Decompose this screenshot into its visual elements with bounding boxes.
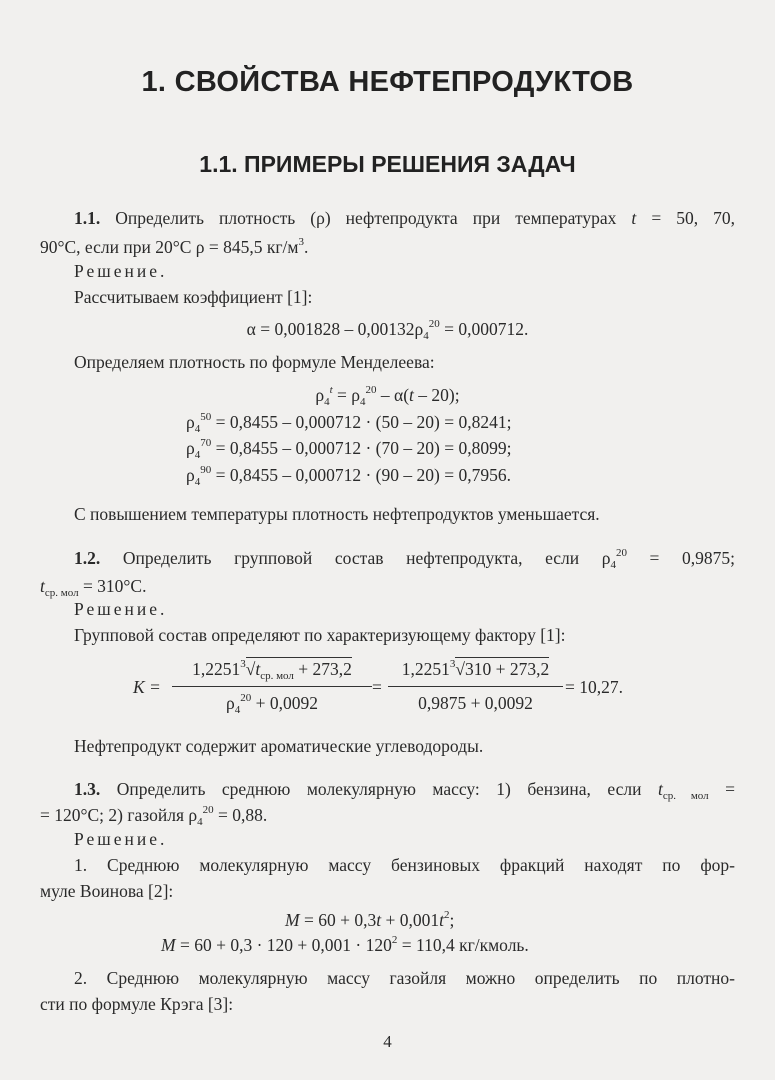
- calc-line-70: [186, 437, 511, 459]
- problem-3-number: 1.3.: [74, 779, 101, 799]
- var-t: t: [657, 779, 663, 799]
- text: = ρ: [332, 385, 361, 405]
- var-M: M: [285, 910, 300, 930]
- problem-1-step2: Определяем плотность по формуле Менделеева:: [74, 352, 435, 372]
- var-t: t: [255, 659, 261, 679]
- radicand: $√t_{ср. мол} + 273,2$: [245, 659, 352, 682]
- sub: 4: [610, 559, 616, 571]
- fraction-1-bar: [172, 686, 372, 687]
- fraction-2-numerator: [388, 658, 563, 680]
- problem-3-text: Определить среднюю молекулярную массу: 1) бензина, если: [100, 779, 658, 799]
- formula-alpha-b: = 0,000712.: [439, 319, 529, 339]
- sub: 4: [194, 449, 201, 461]
- problem-1-statement-line2: [40, 236, 308, 258]
- sub: ср. мол: [260, 670, 294, 682]
- sub: 4: [360, 396, 366, 408]
- sup: 20: [615, 547, 627, 559]
- calc-line-50: [186, 411, 511, 433]
- problem-2-solution-label: Решение.: [74, 599, 168, 619]
- problem-2-conclusion: Нефтепродукт содержит ароматические углеводороды.: [74, 736, 484, 756]
- problem-1-text: Определить плотность (ρ) нефтепродукта при температурах: [100, 208, 632, 228]
- period: .: [303, 237, 309, 257]
- root-index: 3: [449, 658, 456, 670]
- sub: ср. мол: [44, 587, 79, 599]
- var-K: K =: [133, 677, 161, 697]
- problem-1-statement-line1: [40, 207, 735, 229]
- sup: 20: [202, 804, 214, 816]
- fraction-1: [172, 658, 372, 720]
- var-t: t: [376, 910, 382, 930]
- formula-alpha-sup: 20: [428, 318, 440, 330]
- calc-text: = 0,8455 – 0,000712 · (90 – 20) = 0,7956.: [211, 465, 511, 485]
- rho: ρ: [186, 438, 195, 458]
- sup: t: [329, 384, 333, 396]
- sup: 20: [365, 384, 377, 396]
- formula-K-result: = 10,27.: [565, 677, 623, 697]
- rho: ρ: [186, 465, 195, 485]
- text: = 60 + 0,3 · 120 + 0,001 · 120: [175, 935, 392, 955]
- equals-sign: =: [372, 677, 382, 697]
- problem-3-para2-line2: сти по формуле Крэга [3]:: [40, 994, 234, 1014]
- text: + 0,0092: [251, 693, 318, 713]
- var-t: t: [631, 208, 637, 228]
- var-t: t: [40, 576, 45, 596]
- rho: ρ: [315, 385, 325, 405]
- fraction-2: [388, 658, 563, 720]
- problem-3-para2-line1: 2. Среднюю молекулярную массу газойля можно определить по плотно-: [74, 968, 735, 988]
- fraction-2-denominator: 0,9875 + 0,0092: [418, 693, 533, 713]
- root-index: 3: [240, 658, 246, 670]
- formula-voinov-calc: [161, 934, 529, 956]
- text: = 0,88.: [213, 805, 268, 825]
- var-t: t: [409, 385, 414, 405]
- text: = 120°С; 2) газойля ρ: [40, 805, 198, 825]
- coef: 1,2251: [192, 659, 241, 679]
- text: – 20);: [413, 385, 460, 405]
- sup: 70: [200, 437, 212, 449]
- text: = 60 + 0,3: [299, 910, 377, 930]
- fraction-1-numerator: [172, 658, 372, 680]
- sup: 2: [443, 909, 450, 921]
- calc-line-90: [186, 464, 511, 486]
- formula-alpha-a: α = 0,001828 – 0,00132ρ: [246, 319, 424, 339]
- text: + 0,001: [381, 910, 440, 930]
- problem-2-statement-line1: [40, 547, 735, 569]
- text: 310 + 273,2: [464, 659, 550, 679]
- problem-3-statement-line2: [40, 804, 267, 826]
- formula-mendeleev: [0, 384, 775, 406]
- fraction-1-denominator: [172, 692, 372, 714]
- coef: 1,2251: [401, 659, 450, 679]
- sub: 4: [194, 476, 201, 488]
- problem-1-conclusion: С повышением температуры плотность нефтепродуктов уменьшается.: [74, 504, 600, 524]
- sub: 4: [324, 396, 330, 408]
- problem-2-statement-line2: [40, 575, 146, 597]
- problem-2-step1: Групповой состав определяют по характеризующему фактору [1]:: [74, 625, 566, 645]
- var-t: t: [439, 910, 444, 930]
- text: = 310°С.: [78, 576, 147, 596]
- problem-3-text-end: =: [708, 779, 735, 799]
- page-number: 4: [383, 1032, 392, 1051]
- rho: ρ: [186, 412, 195, 432]
- text: – α(: [376, 385, 410, 405]
- fraction-2-bar: [388, 686, 563, 687]
- sub: 4: [234, 704, 241, 716]
- problem-2-text-end: = 0,9875;: [626, 548, 736, 568]
- chapter-title: 1. СВОЙСТВА НЕФТЕПРОДУКТОВ: [141, 66, 634, 98]
- problem-1-number: 1.1.: [74, 208, 101, 228]
- sub: ср. мол: [662, 790, 709, 802]
- formula-voinov: [285, 909, 454, 931]
- problem-3-solution-label: Решение.: [74, 829, 168, 849]
- sup: 50: [200, 411, 212, 423]
- problem-3-para1-line1: 1. Среднюю молекулярную массу бензиновых фракций находят по фор-: [74, 855, 735, 875]
- problem-1-solution-label: Решение.: [74, 261, 168, 281]
- unit-power: 3: [298, 236, 304, 248]
- text: + 273,2: [293, 659, 352, 679]
- text: = 110,4 кг/кмоль.: [397, 935, 529, 955]
- section-title: 1.1. ПРИМЕРЫ РЕШЕНИЯ ЗАДАЧ: [199, 151, 576, 177]
- var-M: M: [161, 935, 176, 955]
- problem-1-text-end: = 50, 70,: [636, 208, 736, 228]
- problem-1-condition: 90°С, если при 20°С ρ = 845,5 кг/м: [40, 237, 299, 257]
- formula-alpha-sub: 4: [423, 330, 429, 342]
- sup: 20: [240, 692, 252, 704]
- problem-2-text: Определить групповой состав нефтепродукта, если ρ: [100, 548, 611, 568]
- formula-K-lhs: [133, 676, 161, 698]
- problem-3-statement-line1: [40, 778, 735, 800]
- sup: 2: [391, 934, 398, 946]
- radicand: √310 + 273,2: [455, 659, 550, 679]
- problem-2-number: 1.2.: [74, 548, 101, 568]
- sup: 90: [200, 464, 212, 476]
- sub: 4: [194, 423, 201, 435]
- problem-3-para1-line2: муле Воинова [2]:: [40, 881, 174, 901]
- calc-text: = 0,8455 – 0,000712 · (70 – 20) = 0,8099;: [211, 438, 512, 458]
- problem-1-step1: Рассчитываем коэффициент [1]:: [74, 287, 313, 307]
- sub: 4: [197, 816, 203, 828]
- rho: ρ: [226, 693, 235, 713]
- text: ;: [449, 910, 455, 930]
- formula-alpha: [0, 318, 775, 340]
- calc-text: = 0,8455 – 0,000712 · (50 – 20) = 0,8241;: [211, 412, 512, 432]
